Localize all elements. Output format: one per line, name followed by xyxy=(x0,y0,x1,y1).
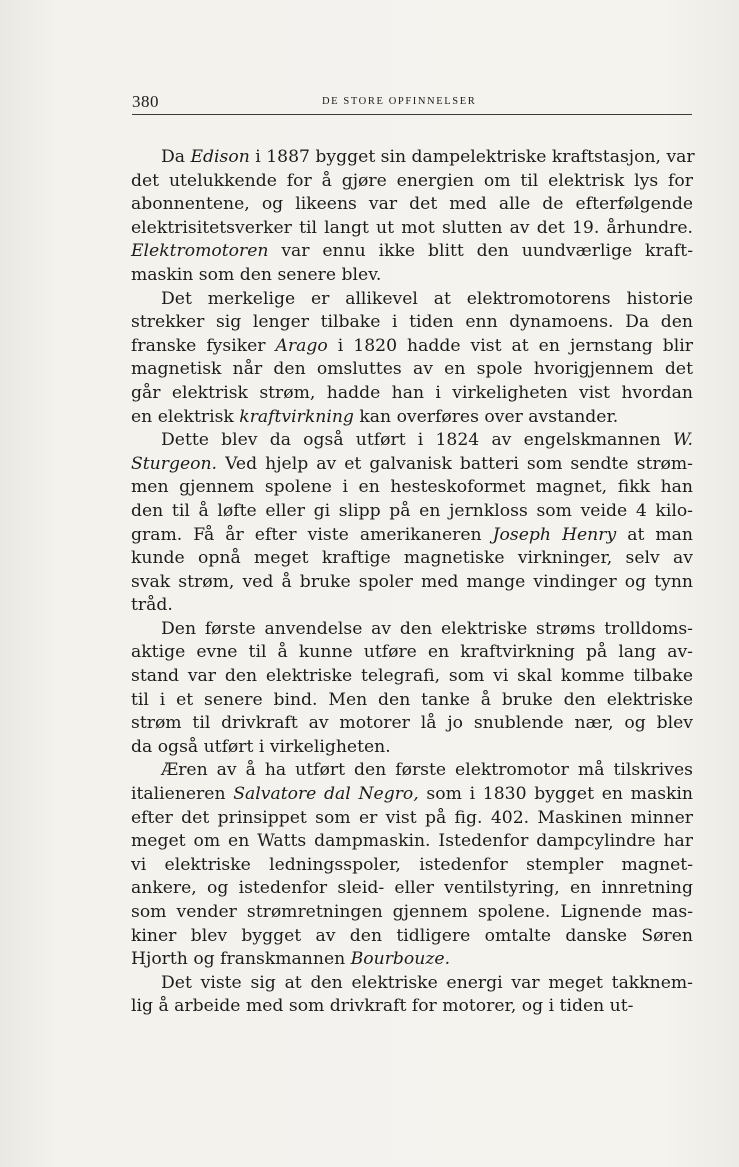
text-line xyxy=(131,571,693,595)
text-line xyxy=(131,146,693,170)
italic-run: Bourbouze. xyxy=(350,949,451,970)
text-run: italieneren xyxy=(131,784,234,805)
text-run: strekker sig lenger tilbake i tiden enn dynamoens. Da den xyxy=(131,312,693,333)
text-line xyxy=(131,925,693,949)
text-line xyxy=(131,311,693,335)
text-run: det utelukkende for å gjøre energien om til elektrisk lys for xyxy=(131,170,693,191)
page-number: 380 xyxy=(132,92,159,111)
running-title: DE STORE OPFINNELSER xyxy=(322,96,477,107)
text-run: gram. Få år efter viste amerikaneren xyxy=(131,524,493,545)
text-run: den til å løfte eller gi slipp på en jernkloss som veide 4 kilo- xyxy=(131,500,693,521)
text-line xyxy=(131,193,693,217)
text-line xyxy=(131,288,693,312)
text-line xyxy=(131,524,693,548)
paragraph xyxy=(131,288,693,430)
text-line xyxy=(131,759,693,783)
text-line xyxy=(131,830,693,854)
text-run: maskin som den senere blev. xyxy=(131,264,382,285)
text-line xyxy=(131,712,693,736)
text-line xyxy=(131,901,693,925)
running-header xyxy=(132,92,692,115)
text-line xyxy=(131,217,693,241)
text-run: i 1887 bygget sin dampelektriske kraftstasjon, var xyxy=(249,147,695,167)
text-run: aktige evne til å kunne utføre en kraftvirkning på lang av- xyxy=(131,642,693,663)
text-line xyxy=(131,854,693,878)
text-line xyxy=(131,736,693,760)
italic-run: Elektromotoren xyxy=(131,241,269,262)
text-run: tråd. xyxy=(131,595,173,616)
text-run: kunde opnå meget kraftige magnetiske virkninger, selv av xyxy=(131,548,693,569)
text-run: vi elektriske ledningsspoler, istedenfor stempler magnet- xyxy=(131,854,693,875)
text-run: var ennu ikke blitt den uundværlige kraft- xyxy=(268,241,693,262)
italic-run: Sturgeon. xyxy=(131,453,218,474)
text-run: strøm til drivkraft av motorer lå jo snublende nær, og blev xyxy=(131,713,693,734)
text-run: da også utført i virkeligheten. xyxy=(131,736,391,757)
text-line xyxy=(131,406,693,430)
text-run: ankere, og istedenfor sleid- eller ventilstyring, en innretning xyxy=(131,878,693,899)
text-line xyxy=(131,453,693,477)
text-run: Ved hjelp av et galvanisk batteri som sendte strøm- xyxy=(217,453,693,474)
italic-run: Salvatore dal Negro, xyxy=(233,784,419,805)
text-run: Dette blev da også utført i 1824 av engelskmannen xyxy=(161,430,673,451)
italic-run: Joseph Henry xyxy=(492,524,617,545)
text-line xyxy=(131,594,693,618)
italic-run: Edison xyxy=(190,147,250,167)
text-run: elektrisitetsverker til langt ut mot slutten av det 19. århundre. xyxy=(131,217,693,238)
text-line xyxy=(131,476,693,500)
text-line xyxy=(131,500,693,524)
text-line xyxy=(131,641,693,665)
text-run: efter det prinsippet som er vist på fig. 402. Maskinen minner xyxy=(131,807,693,828)
text-run: en elektrisk xyxy=(131,406,240,427)
text-line xyxy=(131,240,693,264)
text-run: som i 1830 bygget en maskin xyxy=(418,784,693,805)
text-run: går elektrisk strøm, hadde han i virkeligheten vist hvordan xyxy=(131,382,693,403)
italic-run: Arago xyxy=(275,335,328,356)
text-run: Æren av å ha utført den første elektromotor må tilskrives xyxy=(161,760,693,781)
paragraph xyxy=(131,146,693,288)
text-line xyxy=(131,995,693,1019)
text-line xyxy=(131,170,693,194)
text-line xyxy=(131,665,693,689)
text-line xyxy=(131,689,693,713)
paragraph xyxy=(131,618,693,760)
text-run: i 1820 hadde vist at en jernstang blir xyxy=(327,335,694,356)
paragraph xyxy=(131,972,693,1019)
text-line xyxy=(131,264,693,288)
text-run: at man xyxy=(616,524,694,545)
text-line xyxy=(131,382,693,406)
text-run: abonnentene, og likeens var det med alle de efterfølgende xyxy=(131,194,693,215)
text-run: kan overføres over avstander. xyxy=(353,406,619,427)
text-line xyxy=(131,877,693,901)
text-run: Det merkelige er allikevel at elektromotorens historie xyxy=(161,288,693,309)
italic-run: kraftvirkning xyxy=(239,406,354,427)
paragraph xyxy=(131,429,693,618)
text-run: lig å arbeide med som drivkraft for motorer, og i tiden ut- xyxy=(131,996,634,1017)
text-line xyxy=(131,429,693,453)
text-run: Da xyxy=(161,147,191,167)
text-line xyxy=(131,807,693,831)
text-line xyxy=(131,335,693,359)
text-run: Den første anvendelse av den elektriske strøms trolldoms- xyxy=(161,618,693,639)
text-run: til i et senere bind. Men den tanke å bruke den elektriske xyxy=(131,689,693,710)
text-run: franske fysiker xyxy=(131,335,276,356)
text-run: svak strøm, ved å bruke spoler med mange vindinger og tynn xyxy=(131,571,693,592)
text-run: Det viste sig at den elektriske energi var meget takknem- xyxy=(161,972,693,993)
text-run: som vender strømretningen gjennem spolene. Lignende mas- xyxy=(131,902,693,922)
text-line xyxy=(131,783,693,807)
text-run: meget om en Watts dampmaskin. Istedenfor dampcylindre har xyxy=(131,831,693,852)
text-line xyxy=(131,547,693,571)
text-run: magnetisk når den omsluttes av en spole hvorigjennem det xyxy=(131,359,693,380)
italic-run: W. xyxy=(672,430,693,451)
text-line xyxy=(131,618,693,642)
text-line xyxy=(131,948,693,972)
text-run: Hjorth og franskmannen xyxy=(131,949,351,970)
text-line xyxy=(131,358,693,382)
body-text xyxy=(131,146,693,1019)
text-run: kiner blev bygget av den tidligere omtalte danske Søren xyxy=(131,925,693,946)
text-run: men gjennem spolene i en hesteskoformet magnet, fikk han xyxy=(131,477,693,498)
text-line xyxy=(131,972,693,996)
text-run: stand var den elektriske telegrafi, som vi skal komme tilbake xyxy=(131,666,693,687)
paragraph xyxy=(131,759,693,971)
